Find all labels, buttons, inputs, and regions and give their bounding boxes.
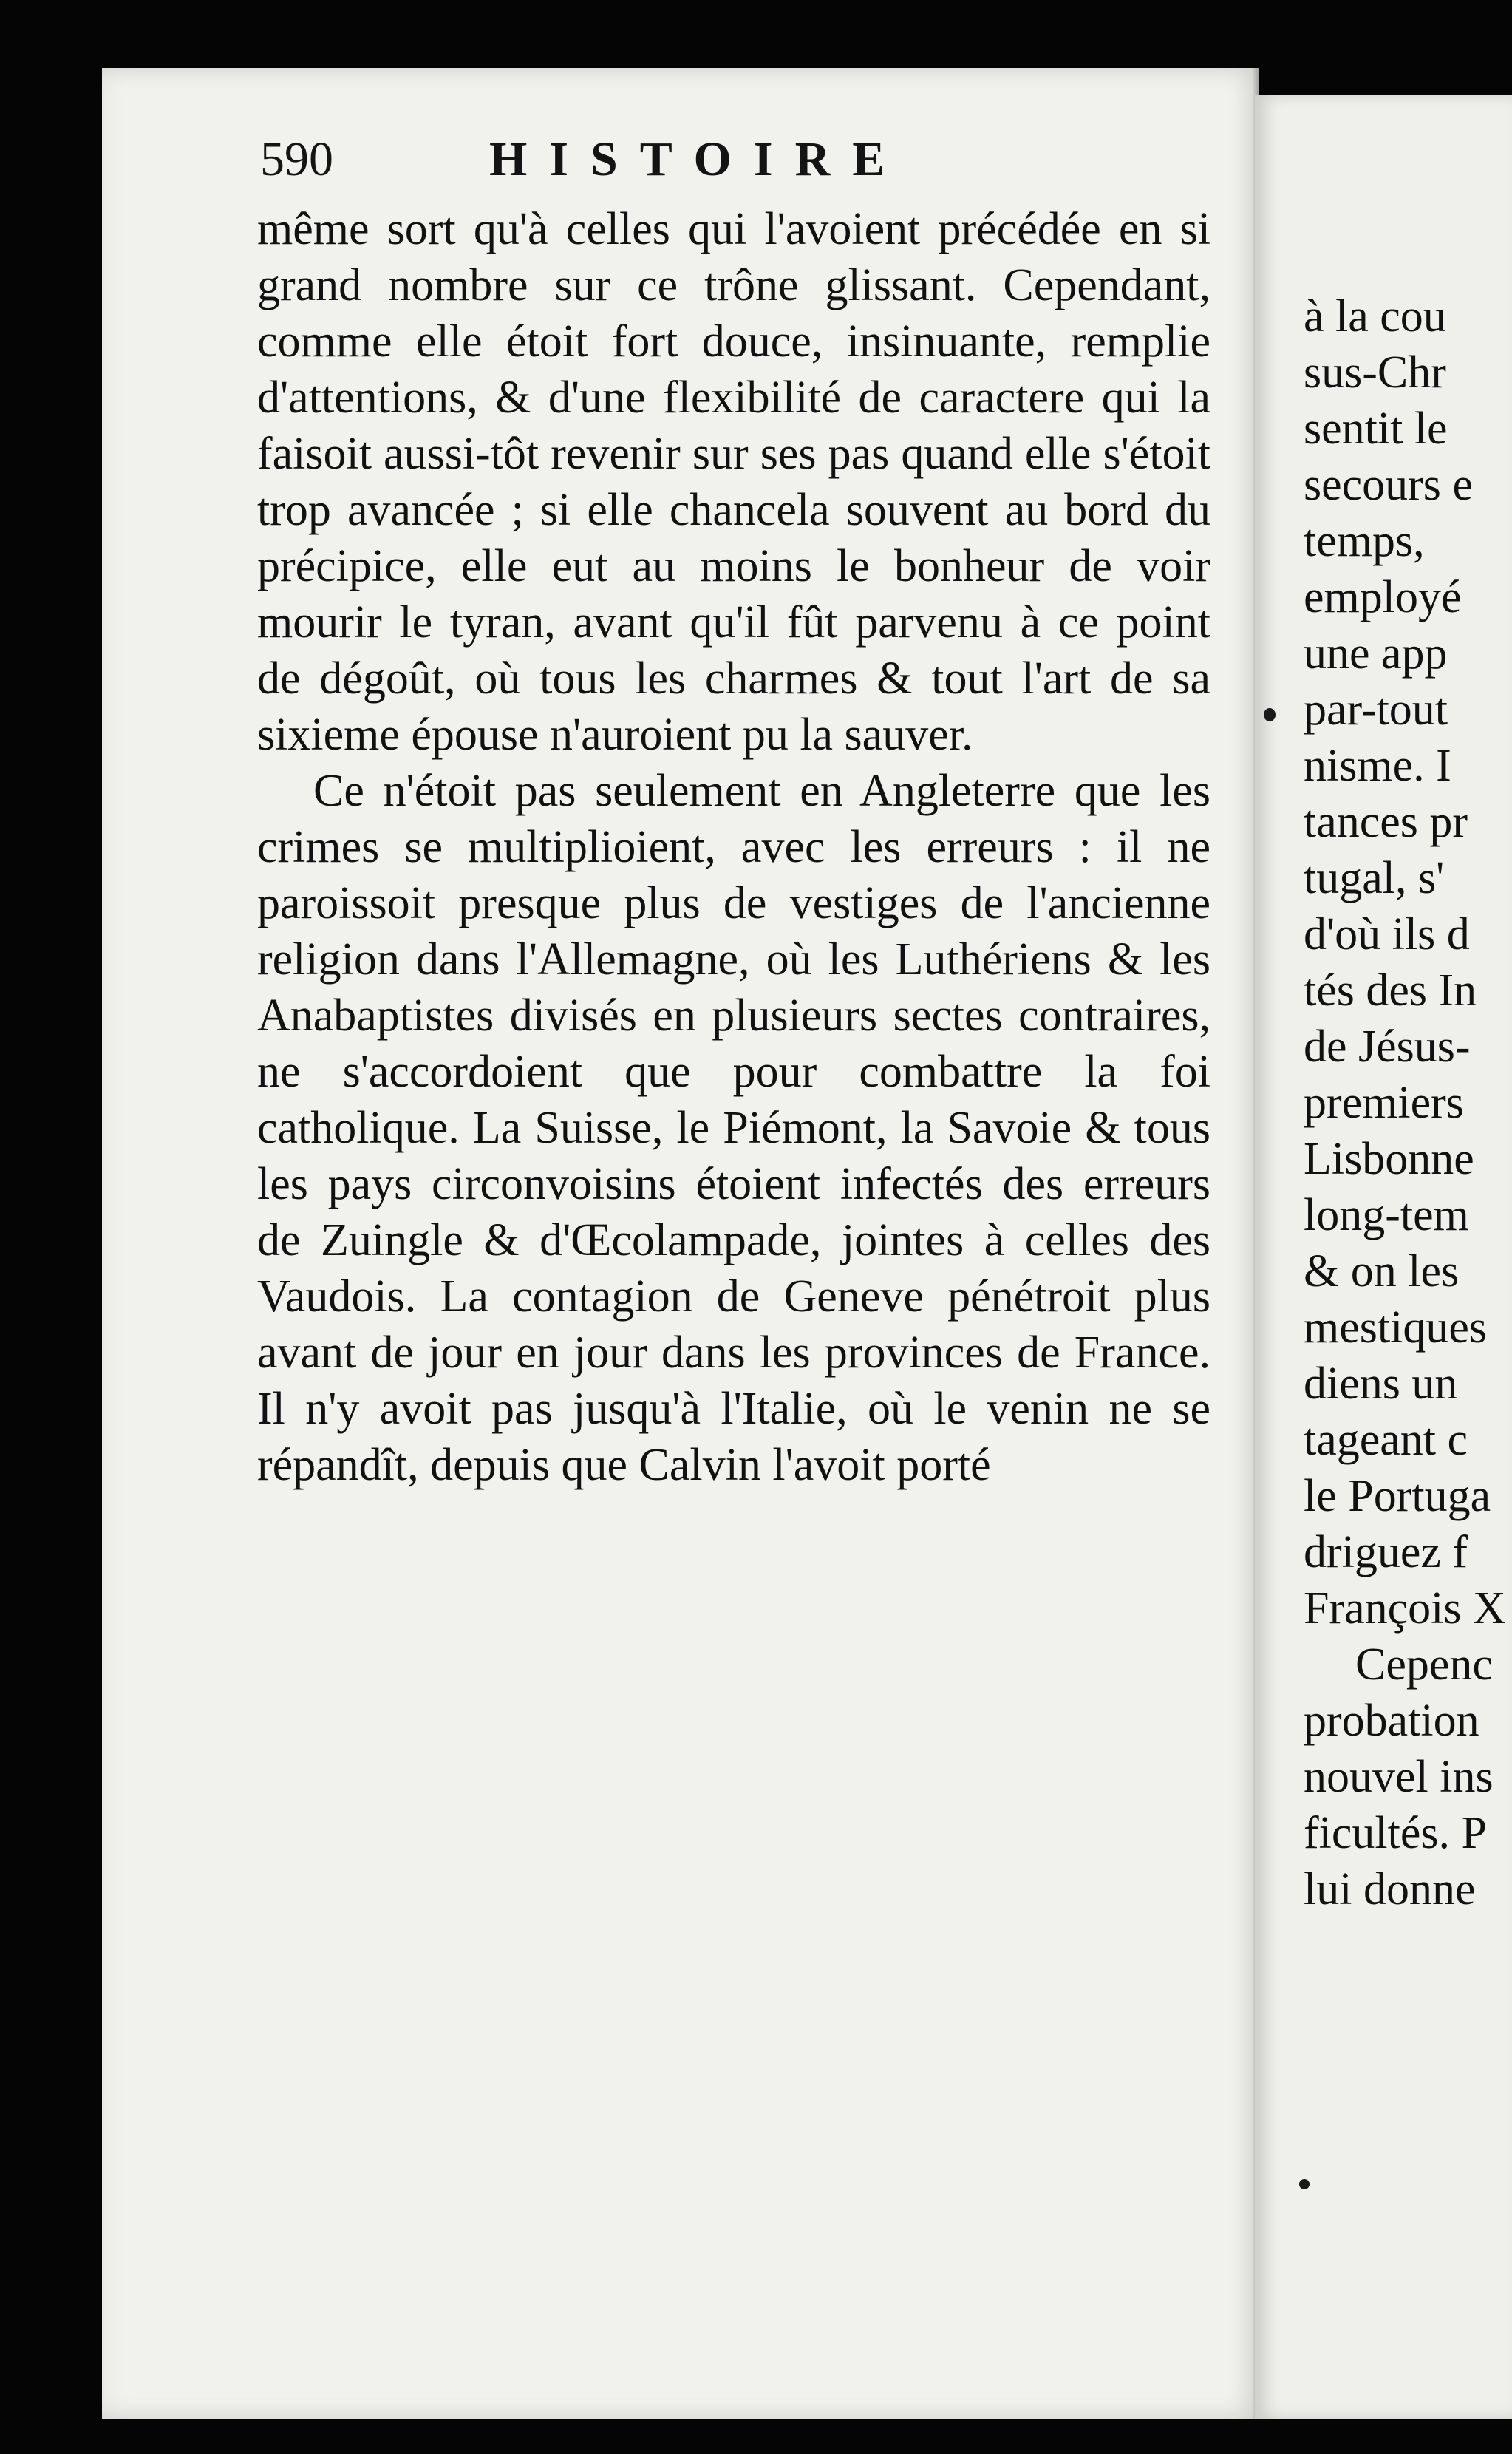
right-line: tugal, s' [1304,853,1445,903]
right-line: à la cou [1304,291,1446,341]
right-line: nisme. I [1304,741,1451,791]
right-line: sus-Chr [1304,347,1446,398]
right-line: ficultés. P [1304,1808,1487,1858]
ink-spot [1299,2179,1310,2189]
right-line: sentit le [1304,404,1448,454]
right-line: lui donne [1304,1864,1476,1914]
right-line: de Jésus- [1304,1022,1471,1072]
right-line: premiers [1304,1078,1464,1128]
running-head [260,124,1021,195]
right-line: le Portuga [1304,1471,1491,1521]
left-page-text [257,201,1210,1493]
right-line: diens un [1304,1359,1458,1409]
right-line: tances pr [1304,797,1468,847]
right-line: d'où ils d [1304,909,1470,959]
right-line: driguez f [1304,1527,1468,1577]
right-line: par-tout [1304,684,1448,735]
right-line: une app [1304,628,1448,679]
right-line: employé [1304,572,1462,622]
right-line: Lisbonne [1304,1134,1474,1184]
right-line: long-tem [1304,1190,1469,1240]
right-line: secours e [1304,460,1473,510]
right-line: Cepenc [1355,1639,1493,1690]
right-line: François X [1304,1583,1506,1634]
right-line: tés des In [1304,965,1477,1016]
right-line: mestiques [1304,1302,1487,1353]
ink-spot [1264,708,1276,721]
right-line: & on les [1304,1246,1460,1296]
right-line: temps, [1304,516,1425,566]
right-line: nouvel ins [1304,1752,1494,1802]
right-line: probation [1304,1696,1479,1746]
paragraph-continued: même sort qu'à celles qui l'avoient précédée en si grand nombre sur ce trône glissant. Cependant, comme elle étoit fort douce, insinuante, remplie d'attentions, & d'une flexibilité de caractere qui la faisoit aussi-tôt revenir sur ses pas quand elle s'étoit trop avancée ; si elle chancela souvent au bord du précipice, elle eut au moins le bonheur de voir mourir le tyran, avant qu'il fût parvenu à ce point de dégoût, où tous les charmes & tout l'art de sa sixieme épouse n'auroient pu la sauver. [257,204,1210,760]
running-title: HISTOIRE [489,132,907,186]
page-number: 590 [260,132,333,186]
right-page-text [1304,288,1512,1917]
right-line: tageant c [1304,1415,1468,1465]
paragraph: Ce n'étoit pas seulement en Angleterre que les crimes se multiplioient, avec les erreurs : il ne paroissoit presque plus de vestiges de l'ancienne religion dans l'Allemagne, où les Luthériens & les Anabaptistes divisés en plusieurs sectes contraires, ne s'accordoient que pour combattre la foi catholique. La Suisse, le Piémont, la Savoie & tous les pays circonvoisins étoient infectés des erreurs de Zuingle & d'Œcolampade, jointes à celles des Vaudois. La contagion de Geneve pénétroit plus avant de jour en jour dans les provinces de France. Il n'y avoit pas jusqu'à l'Italie, où le venin ne se répandît, depuis que Calvin l'avoit porté [257,766,1210,1490]
right-page-fragment [1255,95,1512,2419]
